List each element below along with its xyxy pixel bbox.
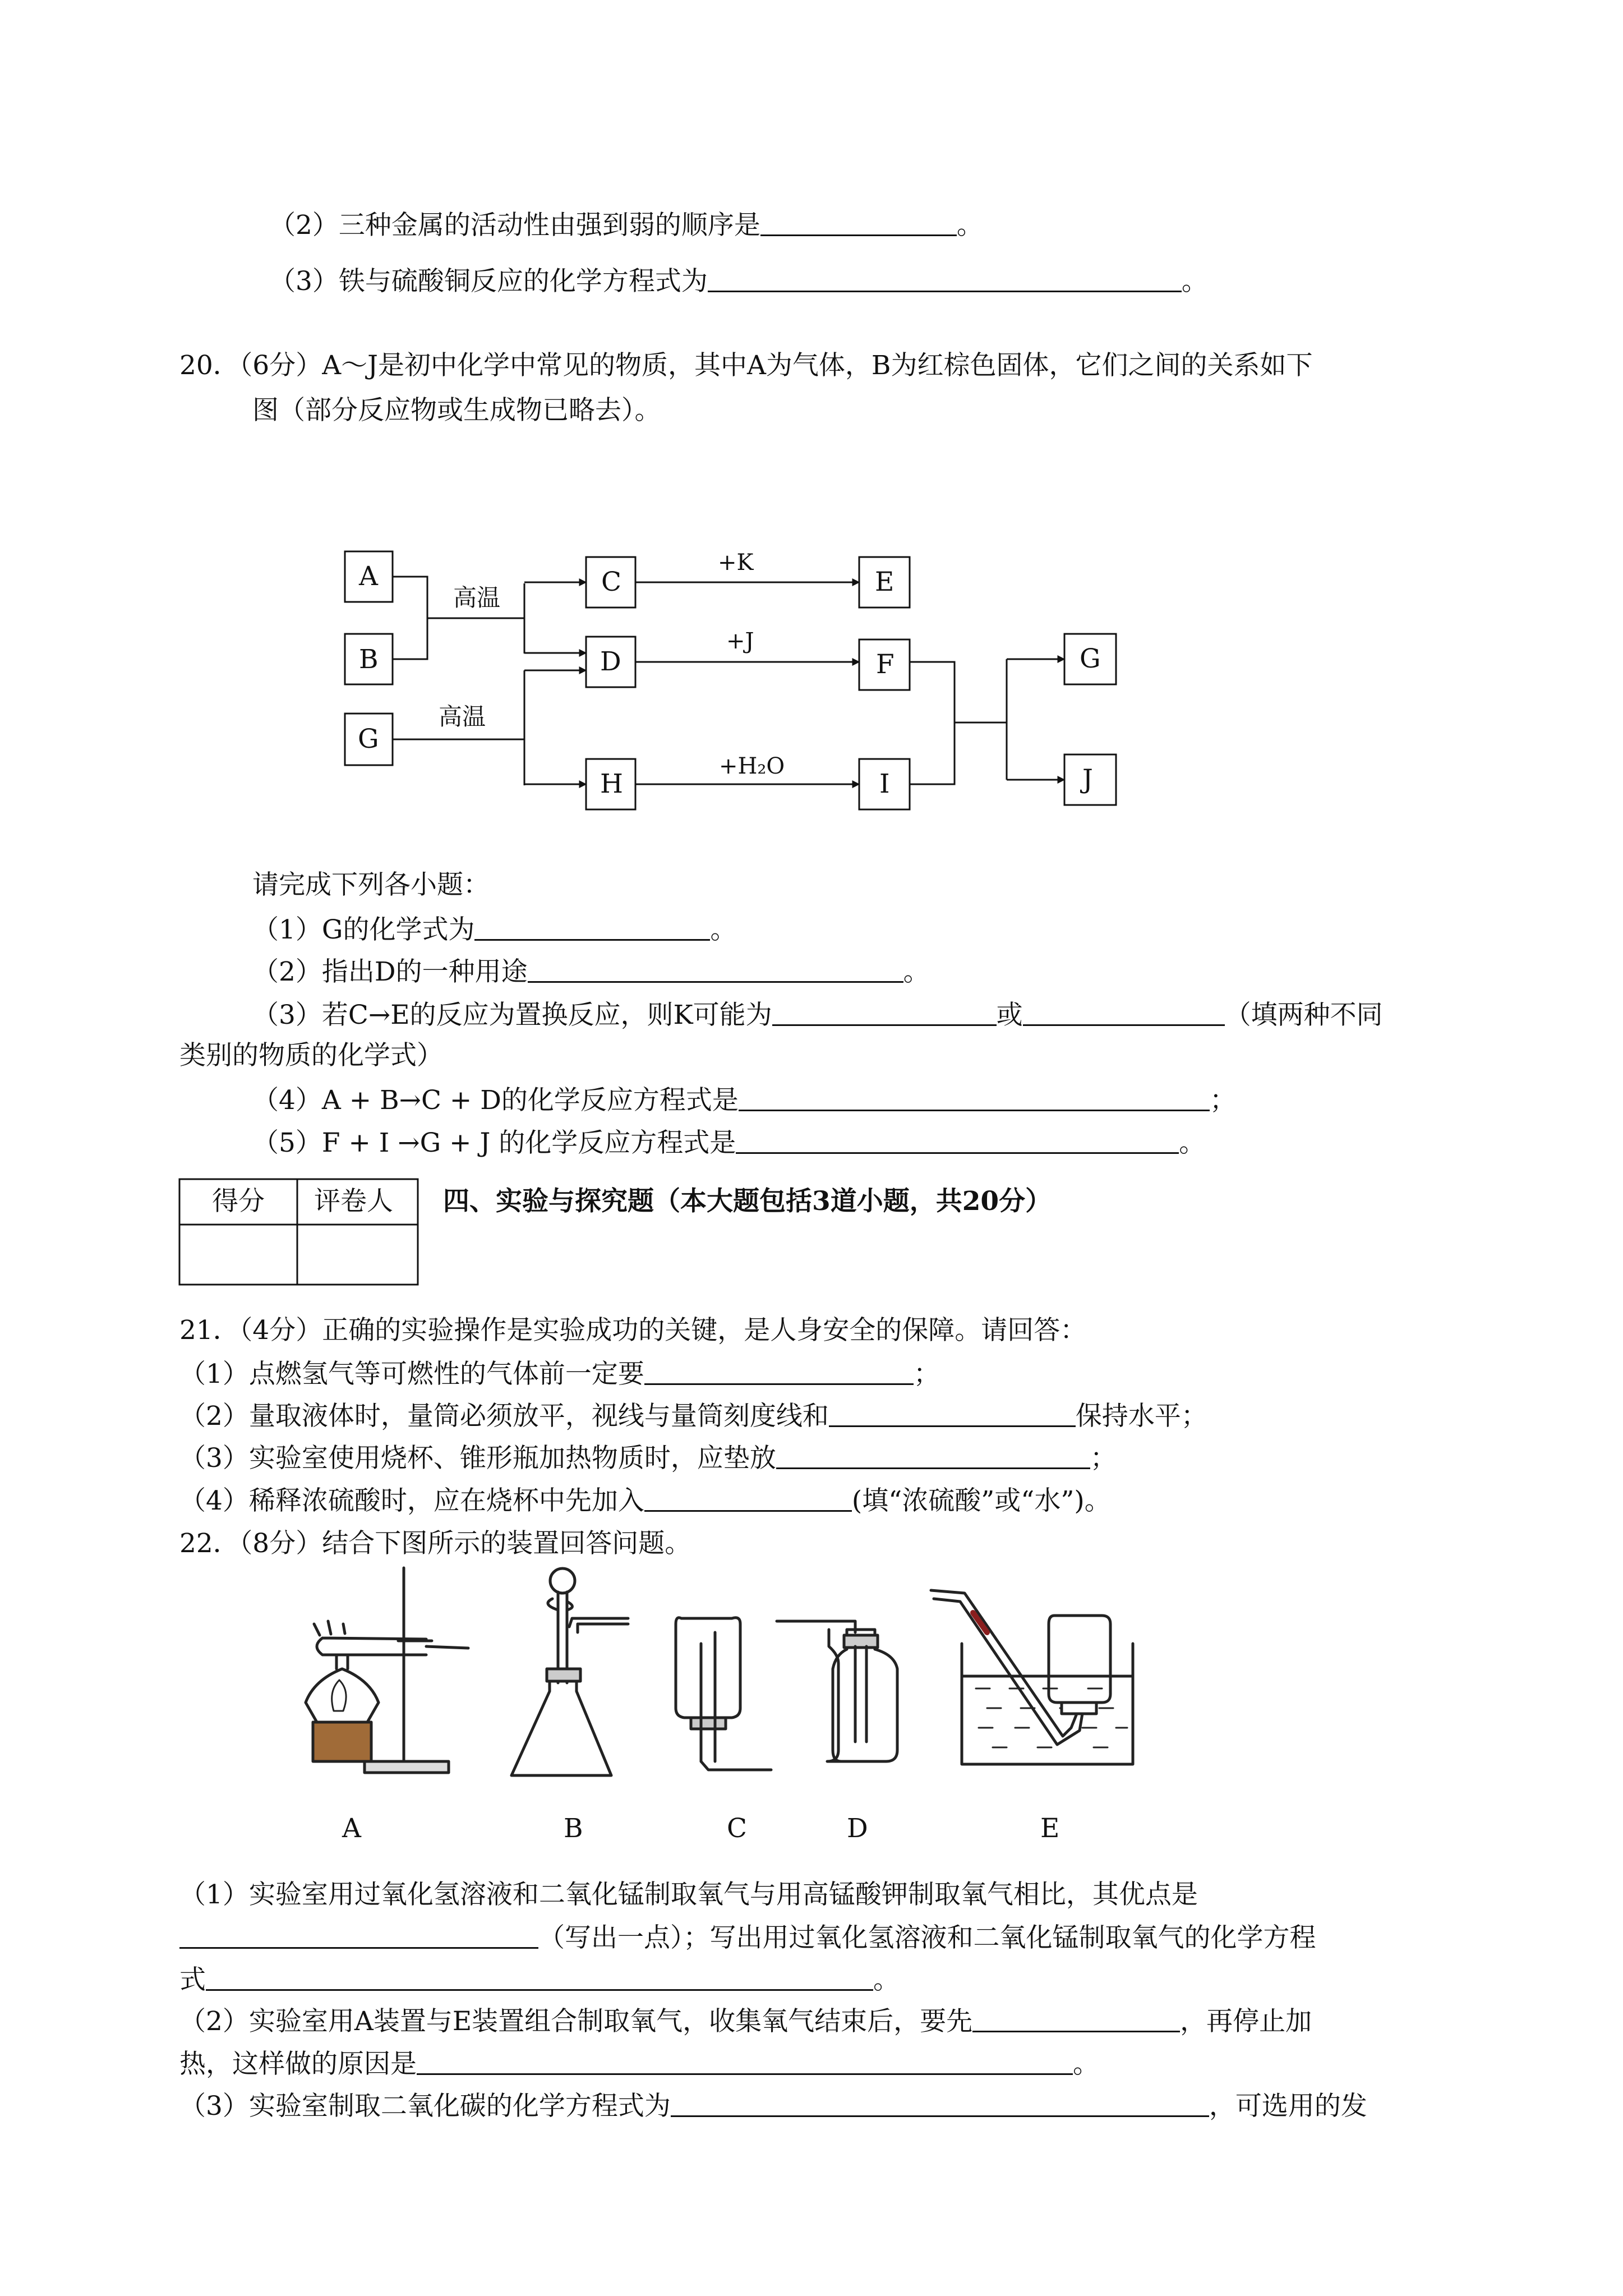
section4-title: 四、实验与探究题（本大题包括3道小题，共20分） [443,1186,1052,1217]
q22-sub3: （3）实验室制取二氧化碳的化学方程式为 ，可选用的发 [179,2091,1367,2122]
node-g-left-label: G [358,724,379,754]
q21-sub2: （2）量取液体时，量筒必须放平，视线与量筒刻度线和 保持水平； [179,1401,1207,1432]
condition-high-temp-bottom: 高温 [439,703,486,730]
reagent-j-label: +J [726,628,754,654]
q22-sub3-blank[interactable] [671,2092,1209,2117]
q19-part2: （2）三种金属的活动性由强到弱的顺序是 。 [269,210,983,241]
q21-sub4: （4）稀释浓硫酸时，应在烧杯中先加入 (填“浓硫酸”或“水”)。 [179,1485,1111,1516]
node-g-right-label: G [1080,643,1101,674]
q19-part3-text: （3）铁与硫酸铜反应的化学方程式为 [269,266,708,297]
q22-sub2: （2）实验室用A装置与E装置组合制取氧气，收集氧气结束后，要先 ，再停止加 [179,2006,1312,2037]
q20-intro: 请完成下列各小题： [252,869,490,900]
q19-part2-text: （2）三种金属的活动性由强到弱的顺序是 [269,210,760,241]
apparatus-c-inverted-bottle [676,1618,771,1770]
q20-sub3: （3）若C→E的反应为置换反应，则K可能为 或 （填两种不同 [252,1000,1383,1030]
q21-sub1: （1）点燃氢气等可燃性的气体前一定要 ； [179,1359,940,1389]
q21-stem: 21．（4分）正确的实验操作是实验成功的关键，是人身安全的保障。请回答： [179,1315,1087,1346]
apparatus-label-e: E [1040,1813,1060,1844]
score-header: 得分 [212,1186,265,1217]
node-h-label: H [600,769,623,799]
apparatus-label-d: D [847,1813,868,1844]
q20-stem-line2: 图（部分反应物或生成物已略去）。 [252,395,661,426]
q20-sub1: （1）G的化学式为 。 [252,914,737,945]
apparatus-label-a: A [342,1813,361,1844]
apparatus-a-heating-setup [306,1568,468,1773]
apparatus-d-gas-bottle [777,1621,897,1761]
q20-stem-line1: 20．（6分）A～J是初中化学中常见的物质，其中A为气体，B为红棕色固体，它们之间的关系如下 [179,350,1313,381]
node-a-label: A [359,561,378,592]
q19-part3: （3）铁与硫酸铜反应的化学方程式为 。 [269,266,1208,297]
q20-sub5: （5）F + I →G + J 的化学反应方程式是 。 [252,1128,1206,1158]
q20-sub2: （2）指出D的一种用途 。 [252,956,930,987]
q20-sub4: （4）A + B→C + D的化学反应方程式是 ； [252,1085,1236,1116]
node-b-label: B [359,644,379,675]
reagent-water-label: +H₂O [719,753,785,779]
q22-sub2-blank-2[interactable] [417,2050,1073,2075]
q22-sub2-blank-1[interactable] [972,2007,1180,2032]
node-j-label: J [1082,764,1093,795]
q22-sub1-blank-2[interactable] [206,1966,873,1991]
q22-sub1: （1）实验室用过氧化氢溶液和二氧化锰制取氧气与用高锰酸钾制取氧气相比，其优点是 [179,1879,1198,1910]
node-d-label: D [600,646,621,677]
q22-sub1-line2: （写出一点）；写出用过氧化氢溶液和二氧化锰制取氧气的化学方程 [179,1921,1316,1955]
q22-sub1-line3: 式 。 [179,1964,900,1995]
node-e-label: E [875,567,895,597]
reagent-k-label: +K [718,550,754,576]
q20-sub3-line2: 类别的物质的化学式） [179,1040,443,1071]
apparatus-label-b: B [564,1813,583,1844]
apparatus-e-water-trough [931,1590,1133,1764]
node-f-label: F [876,649,895,680]
condition-high-temp-top: 高温 [453,584,501,611]
q22-sub2-line2: 热，这样做的原因是 。 [179,2049,1099,2079]
apparatus-b-conical-flask [511,1568,628,1775]
q22-sub1-blank-1[interactable] [179,1924,538,1949]
node-c-label: C [601,567,621,597]
grader-header: 评卷人 [314,1186,393,1217]
q22-stem: 22．（8分）结合下图所示的装置回答问题。 [179,1528,691,1559]
apparatus-label-c: C [727,1813,747,1844]
node-i-label: I [879,769,890,799]
q21-sub3: （3）实验室使用烧杯、锥形瓶加热物质时，应垫放 ； [179,1443,1117,1474]
